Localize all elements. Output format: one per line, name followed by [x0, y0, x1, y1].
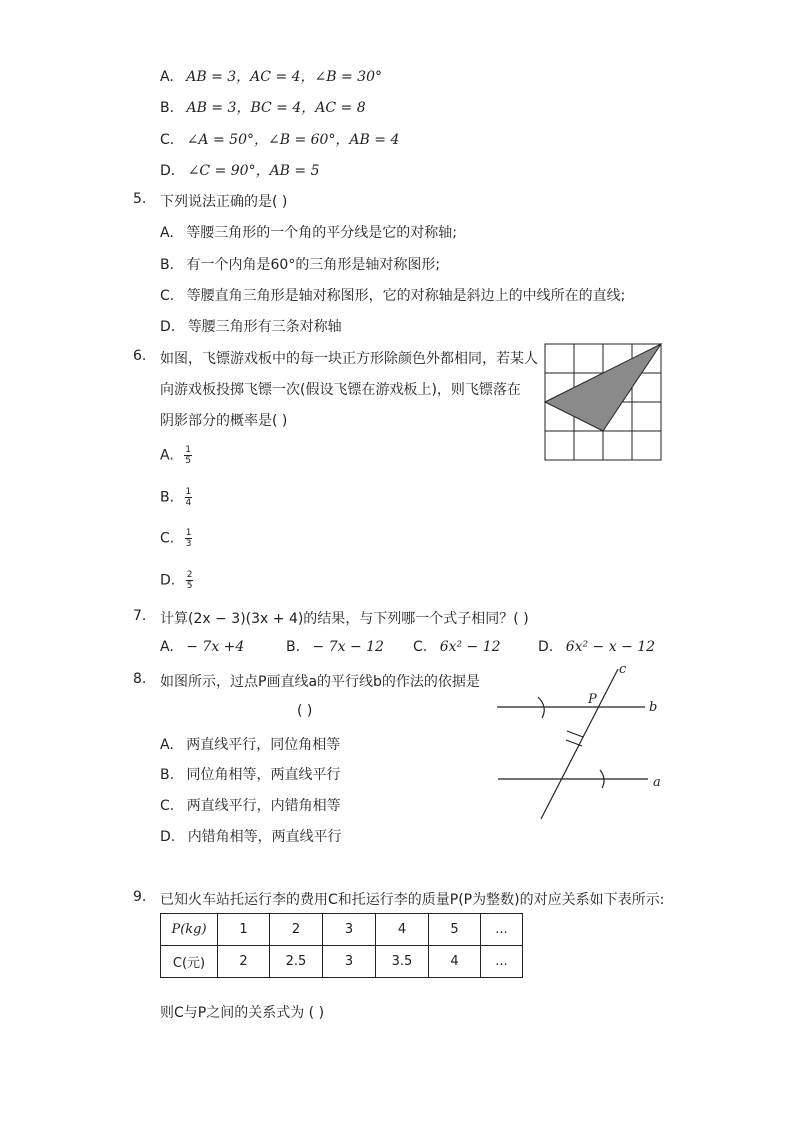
- q7-stem: 计算(2x − 3)(3x + 4)的结果，与下列哪一个式子相同？( ): [160, 611, 529, 627]
- option-text: AB = 3，BC = 4，AC = 8: [186, 100, 366, 116]
- construction-arc: [567, 731, 583, 737]
- option-text: ∠A = 50°，∠B = 60°，AB = 4: [186, 132, 400, 148]
- option-letter: B.: [160, 257, 175, 273]
- q7-option-d[interactable]: [538, 639, 655, 655]
- option-text: 等腰三角形的一个角的平分线是它的对称轴;: [186, 225, 457, 241]
- q8-option-b[interactable]: [160, 764, 341, 784]
- option-text: 6x² − 12: [439, 639, 501, 655]
- option-text: 两直线平行，同位角相等: [186, 737, 341, 753]
- label-b: b: [649, 700, 658, 715]
- option-text: 两直线平行，内错角相等: [186, 798, 341, 814]
- option-letter: A.: [160, 69, 174, 85]
- q4-option-c[interactable]: [160, 129, 399, 149]
- table-cell: 2: [218, 946, 270, 978]
- q9-number: 9.: [133, 889, 147, 905]
- option-letter: C.: [160, 132, 175, 148]
- table-cell: 1: [218, 914, 270, 946]
- label-p: P: [588, 692, 597, 707]
- q6-option-c[interactable]: [160, 528, 192, 549]
- option-letter: C.: [160, 530, 175, 547]
- table-cell: 3: [323, 946, 376, 978]
- table-row: [161, 914, 523, 946]
- q5-option-a[interactable]: [160, 222, 457, 242]
- option-letter: D.: [160, 319, 176, 335]
- option-letter: B.: [160, 489, 175, 506]
- q6-stem-line-3: 阴影部分的概率是( ): [160, 413, 288, 429]
- q9-followup: 则C与P之间的关系式为 ( ): [160, 1005, 325, 1021]
- fraction: $\frac{1}{3}$: [185, 528, 192, 549]
- q6-option-d[interactable]: [160, 570, 193, 591]
- q5-option-b[interactable]: [160, 254, 440, 274]
- q8-option-a[interactable]: [160, 734, 340, 754]
- q4-option-a[interactable]: [160, 66, 382, 86]
- option-text: AB = 3，AC = 4，∠B = 30°: [186, 69, 382, 85]
- option-text: 内错角相等，两直线平行: [187, 829, 342, 845]
- q7-option-a[interactable]: [160, 639, 244, 655]
- q6-stem-line-1: 如图，飞镖游戏板中的每一块正方形除颜色外都相同，若某人: [160, 351, 538, 367]
- option-text: 同位角相等，两直线平行: [186, 767, 341, 783]
- line-c: [541, 669, 618, 819]
- q6-dartboard-figure: [543, 342, 663, 464]
- option-letter: A.: [160, 737, 174, 753]
- q8-parallel-lines-figure: [490, 655, 670, 825]
- q8-number: 8.: [133, 671, 147, 687]
- q7-option-b[interactable]: [286, 639, 384, 655]
- table-cell: ...: [481, 946, 523, 978]
- option-letter: C.: [413, 639, 428, 655]
- q7-number: 7.: [133, 608, 147, 624]
- table-cell: 2: [270, 914, 323, 946]
- q8-option-c[interactable]: [160, 795, 341, 815]
- option-text: 有一个内角是60°的三角形是轴对称图形;: [186, 257, 441, 273]
- q6-stem-line-2: 向游戏板投掷飞镖一次(假设飞镖在游戏板上)，则飞镖落在: [160, 382, 521, 398]
- q7-option-c[interactable]: [413, 639, 501, 655]
- option-letter: C.: [160, 798, 175, 814]
- option-letter: D.: [160, 829, 176, 845]
- option-text: − 7x +4: [186, 639, 245, 655]
- q9-table: [160, 913, 523, 978]
- q8-option-d[interactable]: [160, 826, 342, 846]
- fraction: $\frac{2}{5}$: [186, 570, 193, 591]
- table-cell: 4: [429, 946, 481, 978]
- q5-option-d[interactable]: [160, 316, 342, 336]
- option-letter: D.: [538, 639, 554, 655]
- q6-option-b[interactable]: [160, 487, 192, 508]
- q5-option-c[interactable]: [160, 285, 625, 305]
- option-letter: D.: [160, 163, 176, 179]
- option-letter: C.: [160, 288, 175, 304]
- label-c: c: [619, 662, 627, 677]
- option-text: 等腰直角三角形是轴对称图形，它的对称轴是斜边上的中线所在的直线;: [186, 288, 626, 304]
- table-cell: P(kg): [161, 914, 218, 946]
- option-letter: B.: [160, 100, 175, 116]
- table-cell: 5: [429, 914, 481, 946]
- fraction: $\frac{1}{5}$: [185, 445, 191, 466]
- table-row: [161, 946, 523, 978]
- table-cell: 3.5: [376, 946, 429, 978]
- table-cell: 3: [323, 914, 376, 946]
- option-letter: B.: [160, 767, 175, 783]
- table-cell: C(元): [161, 946, 218, 978]
- option-text: ∠C = 90°，AB = 5: [187, 163, 320, 179]
- option-text: 等腰三角形有三条对称轴: [187, 319, 342, 335]
- q8-stem: 如图所示，过点P画直线a的平行线b的作法的依据是: [160, 674, 480, 690]
- option-letter: A.: [160, 639, 174, 655]
- option-text: − 7x − 12: [312, 639, 384, 655]
- label-a: a: [653, 775, 661, 790]
- q4-option-d[interactable]: [160, 160, 320, 180]
- q9-stem: 已知火车站托运行李的费用C和托运行李的质量P(P为整数)的对应关系如下表所示:: [160, 892, 665, 908]
- option-letter: B.: [286, 639, 301, 655]
- q6-number: 6.: [133, 348, 147, 364]
- table-cell: 4: [376, 914, 429, 946]
- q5-number: 5.: [133, 191, 147, 207]
- q6-option-a[interactable]: [160, 445, 192, 466]
- q5-stem: 下列说法正确的是( ): [160, 194, 288, 210]
- option-letter: A.: [160, 225, 174, 241]
- fraction: $\frac{1}{4}$: [185, 487, 192, 508]
- table-cell: 2.5: [270, 946, 323, 978]
- q8-answer-paren: ( ): [297, 703, 313, 719]
- option-letter: D.: [160, 572, 176, 589]
- option-letter: A.: [160, 447, 174, 464]
- option-text: 6x² − x − 12: [565, 639, 656, 655]
- table-cell: ...: [481, 914, 523, 946]
- q4-option-b[interactable]: [160, 97, 366, 117]
